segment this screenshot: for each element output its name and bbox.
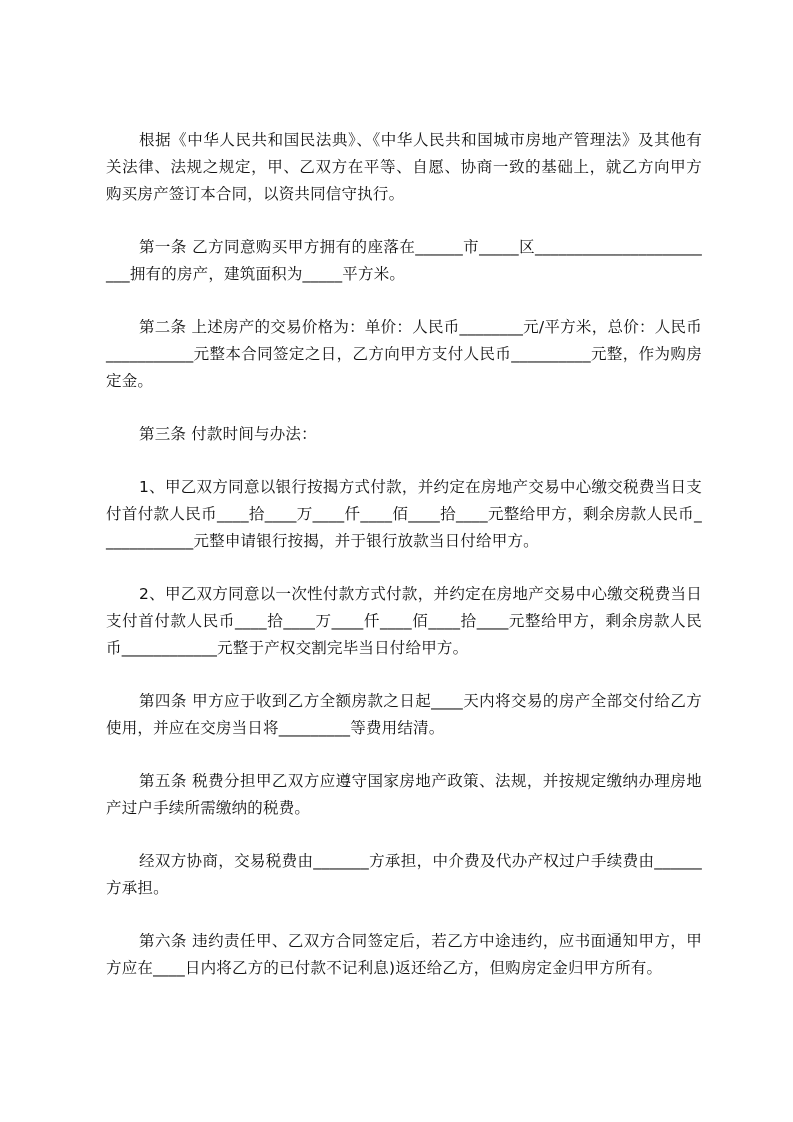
payment-option-2-paragraph: 2、甲乙双方同意以一次性付款方式付款，并约定在房地产交易中心缴交税费当日支付首付款人民币____拾____万____仟____佰____拾____元整给甲方，剩余房款人民币____________元整于产权交割完毕当日付给甲方。 xyxy=(106,585,702,657)
article-6-paragraph: 第六条 违约责任甲、乙双方合同签定后，若乙方中途违约，应书面通知甲方，甲方应在____日内将乙方的已付款不记利息)返还给乙方，但购房定金归甲方所有。 xyxy=(106,932,702,977)
article-4-paragraph: 第四条 甲方应于收到乙方全额房款之日起____天内将交易的房产全部交付给乙方使用，并应在交房当日将_________等费用结清。 xyxy=(106,692,702,737)
article-5-paragraph: 第五条 税费分担甲乙双方应遵守国家房地产政策、法规，并按规定缴纳办理房地产过户手续所需缴纳的税费。 xyxy=(106,772,702,817)
preamble-paragraph: 根据《中华人民共和国民法典》、《中华人民共和国城市房地产管理法》及其他有关法律、法规之规定，甲、乙双方在平等、自愿、协商一致的基础上，就乙方向甲方购买房产签订本合同，以资共同信守执行。 xyxy=(106,131,702,203)
contract-page xyxy=(106,127,702,1008)
article-1-paragraph: 第一条 乙方同意购买甲方拥有的座落在______市_____区________________________拥有的房产，建筑面积为_____平方米。 xyxy=(106,238,702,283)
tax-split-paragraph: 经双方协商，交易税费由_______方承担，中介费及代办产权过户手续费由______方承担。 xyxy=(106,852,702,897)
article-2-paragraph: 第二条 上述房产的交易价格为：单价：人民币________元/平方米，总价：人民币___________元整本合同签定之日，乙方向甲方支付人民币__________元整，作为购房定金。 xyxy=(106,318,702,390)
article-3-heading: 第三条 付款时间与办法： xyxy=(139,425,317,443)
payment-option-1-paragraph: 1、甲乙双方同意以银行按揭方式付款，并约定在房地产交易中心缴交税费当日支付首付款人民币____拾____万____仟____佰____拾____元整给甲方，剩余房款人民币____________元整申请银行按揭，并于银行放款当日付给甲方。 xyxy=(106,478,702,550)
